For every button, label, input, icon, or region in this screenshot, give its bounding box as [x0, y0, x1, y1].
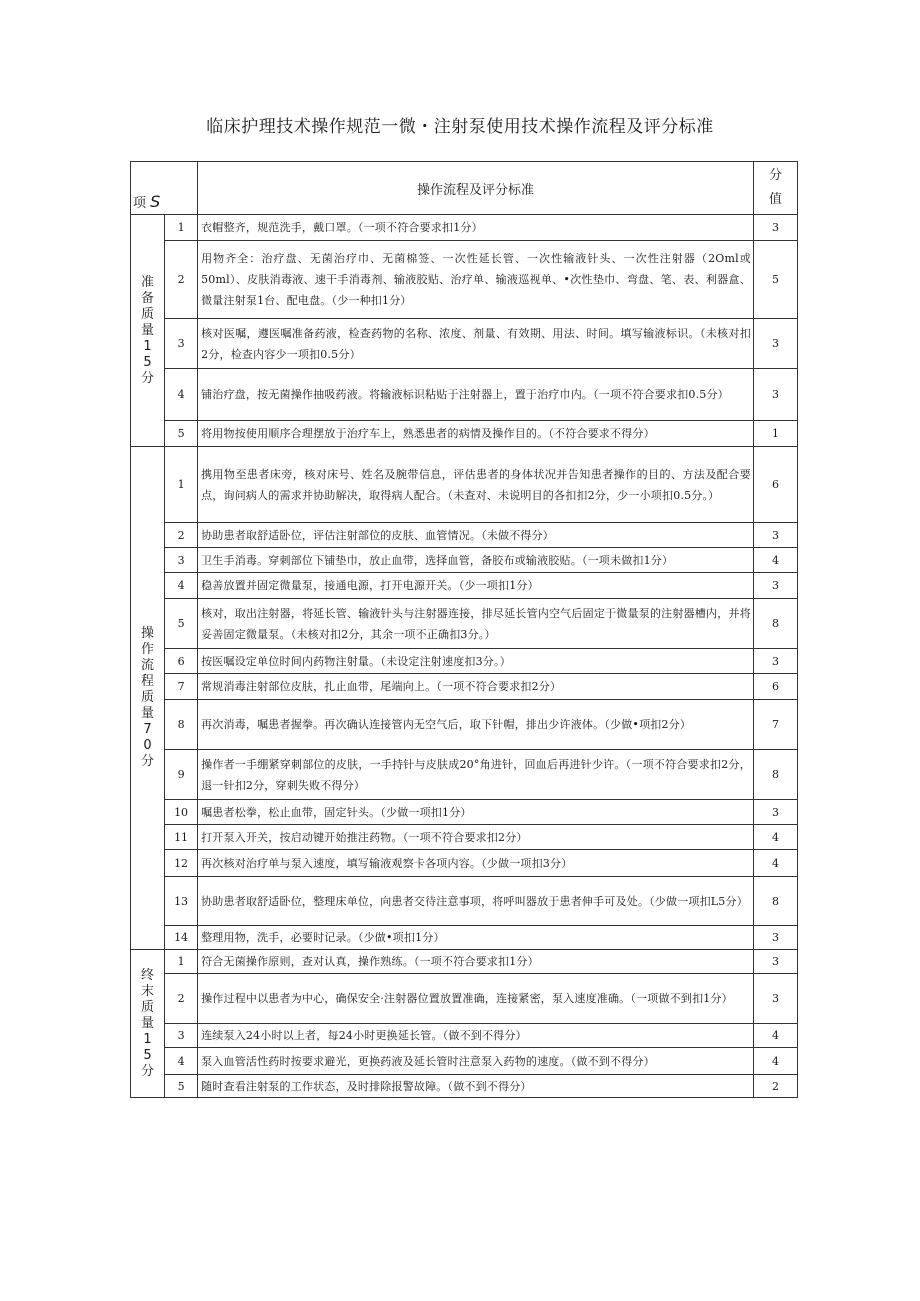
item-score: 3 [753, 926, 797, 950]
item-number: 3 [165, 319, 198, 369]
scoring-table [130, 161, 798, 1098]
document-title: 临床护理技术操作规范一微・注射泵使用技术操作流程及评分标准 [206, 117, 714, 137]
item-criteria: 嘱患者松拳，松止血带，固定针头。（少做一项扣1分） [198, 800, 754, 825]
item-criteria: 再次核对治疗单与泵入速度，填写输液观察卡各项内容。（少做一项扣3分） [198, 850, 754, 877]
item-criteria: 铺治疗盘，按无菌操作抽吸药液。将输液标识粘贴于注射器上，置于治疗巾内。（一项不符合要求扣0.5分） [198, 369, 754, 421]
item-score: 6 [753, 447, 797, 523]
table-row [131, 926, 798, 950]
item-number: 2 [165, 523, 198, 548]
table-row [131, 700, 798, 750]
item-score: 5 [753, 241, 797, 319]
table-row [131, 1075, 798, 1098]
item-criteria: 卫生手消毒。穿刺部位下铺垫巾，放止血带，选择血管，备胶布或输液胶贴。（一项未做扣1分） [198, 548, 754, 573]
section-label-text: 准备质量15分 [141, 274, 155, 386]
table-row [131, 447, 798, 523]
header-criteria: 操作流程及评分标准 [198, 162, 754, 215]
item-score: 3 [753, 573, 797, 599]
section-label [131, 950, 165, 1098]
item-number: 2 [165, 241, 198, 319]
item-number: 1 [165, 215, 198, 241]
item-score: 3 [753, 369, 797, 421]
item-number: 7 [165, 674, 198, 700]
item-criteria: 用物齐全：治疗盘、无菌治疗巾、无菌棉签、一次性延长管、一次性输液针头、一次性注射器（2Oml或50ml）、皮肤消毒液、速干手消毒剂、输液胶贴、治疗单、输液巡视单、•次性垫巾、弯盘、笔、表、利器盒、微量注射泵1台、配电盘。（少一种扣1分） [198, 241, 754, 319]
item-score: 4 [753, 850, 797, 877]
table-body [131, 215, 798, 1098]
item-number: 3 [165, 548, 198, 573]
item-criteria: 按医嘱设定单位时间内药物注射量。（未设定注射速度扣3分。） [198, 649, 754, 674]
header-score [753, 162, 797, 215]
table-row [131, 750, 798, 800]
item-number: 4 [165, 369, 198, 421]
item-number: 5 [165, 1075, 198, 1098]
table-row [131, 950, 798, 974]
table-row [131, 800, 798, 825]
item-number: 4 [165, 573, 198, 599]
table-row [131, 649, 798, 674]
item-number: 12 [165, 850, 198, 877]
item-score: 3 [753, 523, 797, 548]
item-criteria: 核对，取出注射器，将延长管、输液针头与注射器连接，排尽延长管内空气后固定于微量泵的注射器槽内，并将妥善固定微量泵。（未核对扣2分，其余一项不正确扣3分。） [198, 599, 754, 649]
item-number: 1 [165, 447, 198, 523]
item-score: 4 [753, 1048, 797, 1075]
item-number: 10 [165, 800, 198, 825]
item-number: 2 [165, 974, 198, 1024]
table-row [131, 1024, 798, 1048]
item-score: 8 [753, 877, 797, 926]
item-score: 6 [753, 674, 797, 700]
item-criteria: 协助患者取舒适卧位，整理床单位，向患者交待注意事项，将呼叫器放于患者伸手可及处。（少做一项扣L5分） [198, 877, 754, 926]
item-criteria: 操作过程中以患者为中心，确保安全·注射器位置放置准确，连接紧密，泵入速度准确。（一项做不到扣1分） [198, 974, 754, 1024]
item-number: 11 [165, 825, 198, 850]
table-row [131, 215, 798, 241]
item-score: 4 [753, 825, 797, 850]
section-label-text: 终末质量15分 [141, 967, 155, 1079]
table-row [131, 319, 798, 369]
item-criteria: 连续泵入24小时以上者，每24小时更换延长管。（做不到不得分） [198, 1024, 754, 1048]
item-number: 5 [165, 421, 198, 447]
header-section-mark: S [150, 192, 161, 211]
table-row [131, 974, 798, 1024]
item-criteria: 随时查看注射泵的工作状态，及时排除报警故障。（做不到不得分） [198, 1075, 754, 1098]
item-score: 1 [753, 421, 797, 447]
item-number: 14 [165, 926, 198, 950]
item-score: 3 [753, 215, 797, 241]
table-row [131, 573, 798, 599]
table-row [131, 523, 798, 548]
table-row [131, 850, 798, 877]
item-number: 8 [165, 700, 198, 750]
item-criteria: 协助患者取舒适卧位，评估注射部位的皮肤、血管情况。（未做不得分） [198, 523, 754, 548]
item-number: 5 [165, 599, 198, 649]
item-score: 8 [753, 750, 797, 800]
header-score-line2: 值 [768, 192, 782, 207]
item-number: 4 [165, 1048, 198, 1075]
table-row [131, 877, 798, 926]
item-number: 9 [165, 750, 198, 800]
item-number: 1 [165, 950, 198, 974]
table-row [131, 1048, 798, 1075]
table-row [131, 421, 798, 447]
item-criteria: 再次消毒，嘱患者握拳。再次确认连接管内无空气后，取下针帽，排出少许液体。（少做•项扣2分） [198, 700, 754, 750]
item-criteria: 操作者一手绷紧穿刺部位的皮肤，一手持针与皮肤成20°角进针，回血后再进针少许。（一项不符合要求扣2分，退一针扣2分，穿刺失败不得分） [198, 750, 754, 800]
table-row [131, 369, 798, 421]
item-criteria: 将用物按使用顺序合理摆放于治疗车上，熟悉患者的病情及操作目的。（不符合要求不得分） [198, 421, 754, 447]
item-criteria: 稳善放置并固定微量泵，接通电源，打开电源开关。（少一项扣1分） [198, 573, 754, 599]
table-row [131, 674, 798, 700]
item-criteria: 核对医嘱，遵医嘱准备药液，检查药物的名称、浓度、剂量、有效期、用法、时间。填写输液标识。（未核对扣2分，检查内容少一项扣0.5分） [198, 319, 754, 369]
item-criteria: 符合无菌操作原则，查对认真，操作熟练。（一项不符合要求扣1分） [198, 950, 754, 974]
item-criteria: 整理用物，洗手，必要时记录。（少做•项扣1分） [198, 926, 754, 950]
item-score: 2 [753, 1075, 797, 1098]
item-score: 7 [753, 700, 797, 750]
item-score: 3 [753, 974, 797, 1024]
item-number: 6 [165, 649, 198, 674]
item-score: 4 [753, 548, 797, 573]
item-criteria: 衣帽整齐，规范洗手，戴口罩。（一项不符合要求扣1分） [198, 215, 754, 241]
item-score: 3 [753, 800, 797, 825]
item-number: 3 [165, 1024, 198, 1048]
item-criteria: 携用物至患者床旁，核对床号、姓名及腕带信息，评估患者的身体状况并告知患者操作的目的、方法及配合要点，询问病人的需求并协助解决，取得病人配合。（未查对、未说明目的各扣扣2分，少一小项扣0.5分。） [198, 447, 754, 523]
item-number: 13 [165, 877, 198, 926]
header-section [131, 162, 198, 215]
table-row [131, 548, 798, 573]
item-score: 8 [753, 599, 797, 649]
item-score: 3 [753, 319, 797, 369]
item-criteria: 泵入血管活性药时按要求避光，更换药液及延长管时注意泵入药物的速度。（做不到不得分） [198, 1048, 754, 1075]
section-label-text: 操作流程质量70分 [141, 626, 155, 769]
item-score: 3 [753, 950, 797, 974]
item-score: 3 [753, 649, 797, 674]
table-header-row [131, 162, 798, 215]
item-score: 4 [753, 1024, 797, 1048]
table-row [131, 241, 798, 319]
item-criteria: 打开泵入开关，按启动键开始推注药物。（一项不符合要求扣2分） [198, 825, 754, 850]
header-score-line1: 分 [768, 168, 782, 183]
table-row [131, 825, 798, 850]
header-section-label: 项 [133, 196, 147, 211]
table-row [131, 599, 798, 649]
item-criteria: 常规消毒注射部位皮肤，扎止血带，尾端向上。（一项不符合要求扣2分） [198, 674, 754, 700]
section-label [131, 215, 165, 447]
section-label [131, 447, 165, 950]
